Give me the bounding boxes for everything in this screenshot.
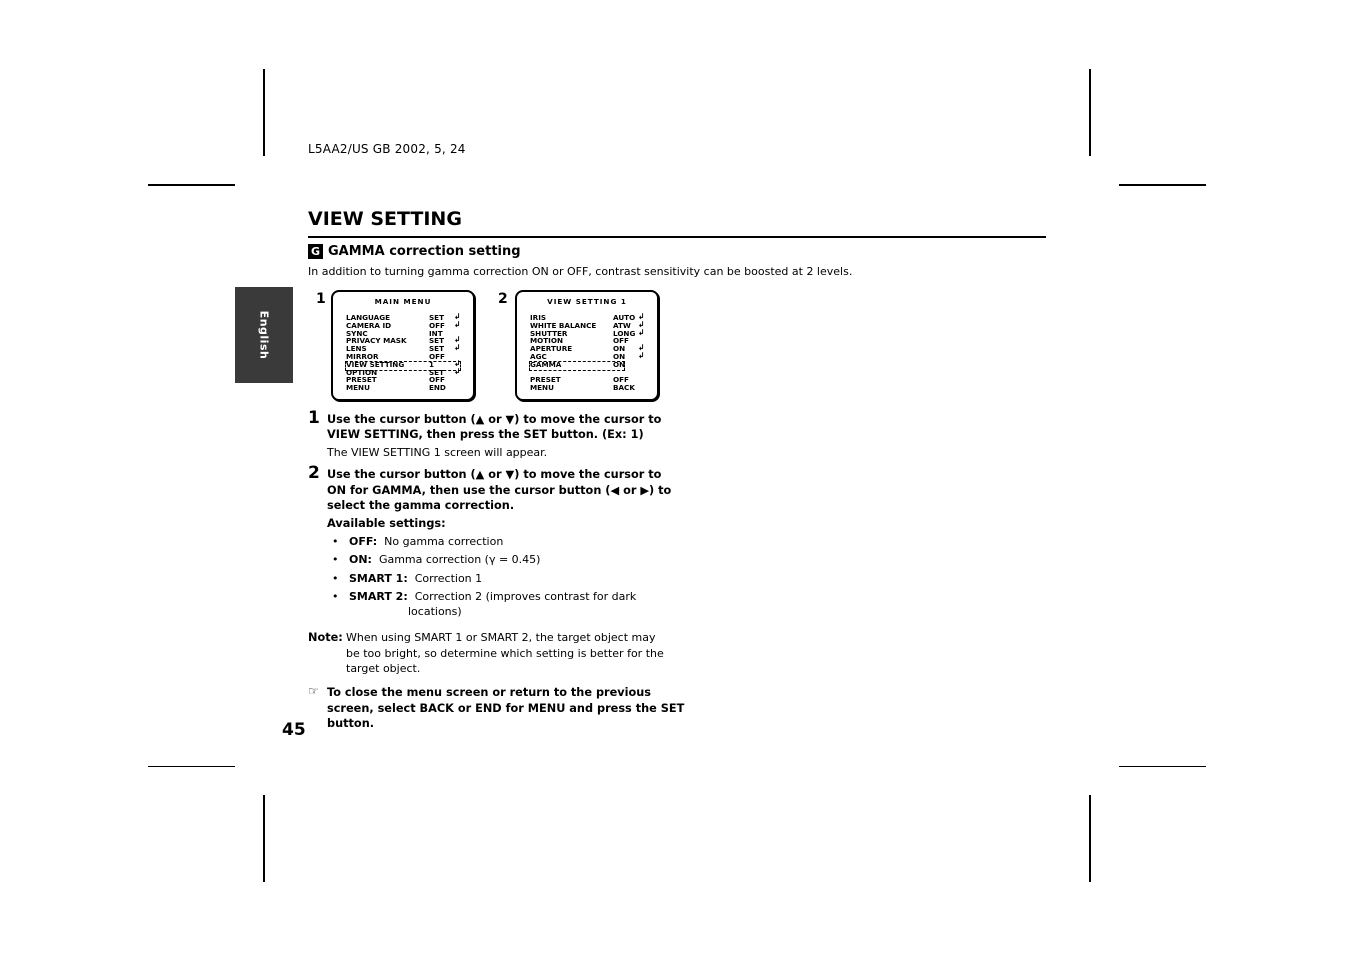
setting-name: ON: (348, 553, 372, 566)
step1-number: 1 (308, 408, 320, 428)
list-item: • ON: Gamma correction (γ = 0.45) (332, 553, 541, 566)
menu-row-label: MIRROR (346, 352, 379, 361)
tip-line2: screen, select BACK or END for MENU and press the SET (327, 702, 685, 715)
setting-name: OFF: (348, 535, 378, 548)
return-arrow-icon: ↲ (454, 319, 461, 329)
return-arrow-icon: ↲ (454, 335, 461, 345)
note-line2: be too bright, so determine which setting is better for the (346, 647, 664, 660)
menu-row-label: MENU (530, 383, 554, 393)
return-arrow-icon: ↲ (638, 327, 645, 337)
menu-row-label: MOTION (530, 336, 563, 346)
section-letter-badge: G (308, 244, 323, 259)
intro-text: In addition to turning gamma correction ON or OFF, contrast sensitivity can be boosted at 2 levels. (308, 265, 853, 278)
crop-mark-top-left-v (263, 69, 265, 156)
setting-desc: No gamma correction (384, 535, 504, 548)
pointing-hand-icon: ☞ (308, 684, 319, 698)
step2-line2: ON for GAMMA, then use the cursor button (◀ or ▶) to (327, 484, 672, 497)
menu-row-label: PRIVACY MASK (346, 336, 407, 346)
return-arrow-icon: ↲ (638, 343, 645, 353)
setting-desc: Gamma correction (γ = 0.45) (378, 553, 541, 566)
menu-row-label: AGC (530, 352, 547, 361)
menu-row-label: APERTURE (530, 344, 573, 354)
settings-list (332, 535, 662, 625)
menu-row-value: ON (613, 344, 626, 354)
menu-row-label: SYNC (346, 328, 368, 338)
list-item: • SMART 1: Correction 1 (332, 572, 483, 585)
menu-row-label: PRESET (346, 375, 377, 385)
menu-row-label: IRIS (530, 313, 547, 322)
menu-row-label: MENU (346, 383, 370, 393)
menu-row-label: GAMMA (530, 359, 562, 369)
menu-row-value: OFF (429, 320, 445, 330)
title-rule (308, 236, 1046, 238)
tip-line1: To close the menu screen or return to the previous (327, 686, 652, 699)
screen2-cursor-highlight (529, 361, 625, 371)
step1-line1: Use the cursor button (▲ or ▼) to move the cursor to (327, 413, 662, 426)
section-heading (308, 244, 521, 259)
menu-row-value: OFF (429, 375, 445, 385)
menu-row-value: END (429, 383, 446, 393)
setting-name: SMART 2: (348, 590, 408, 603)
note-line3: target object. (346, 662, 421, 675)
menu-row-value: SET (429, 344, 444, 354)
screen1-cursor-highlight (345, 358, 461, 371)
menu-row-value: BACK (613, 383, 635, 393)
menu-row-value: SET (429, 336, 444, 346)
step2-number: 2 (308, 463, 320, 483)
crop-mark-bottom-right-h (1119, 766, 1206, 767)
page-number: 45 (282, 720, 306, 740)
note-label: Note: (308, 631, 343, 644)
tip-line3: button. (327, 717, 375, 730)
menu-row-value: ON (613, 359, 626, 369)
crop-mark-top-right-h (1119, 184, 1206, 186)
return-arrow-icon: ↲ (638, 351, 645, 360)
screen1-number: 1 (316, 291, 326, 307)
crop-mark-top-left-h (148, 184, 235, 186)
menu-row-value: 1 (429, 359, 435, 369)
screen2-view-setting (515, 290, 659, 401)
note-line1: When using SMART 1 or SMART 2, the target object may (346, 631, 656, 644)
list-item: • SMART 2: Correction 2 (improves contrast for dark (332, 590, 637, 603)
step2-line1: Use the cursor button (▲ or ▼) to move the cursor to (327, 468, 662, 481)
language-tab-label: English (257, 310, 271, 360)
setting-desc: Correction 2 (improves contrast for dark (414, 590, 637, 603)
menu-row-value: LONG (613, 328, 636, 338)
menu-row-value: ON (613, 352, 626, 361)
menu-row-value: OFF (613, 375, 629, 385)
menu-row-label: CAMERA ID (346, 320, 392, 330)
return-arrow-icon: ↲ (454, 312, 461, 321)
menu-row-value: INT (429, 328, 443, 338)
menu-row-value: SET (429, 367, 444, 377)
menu-row-label: WHITE BALANCE (530, 320, 597, 330)
crop-mark-bottom-left-v (263, 795, 265, 882)
step1-line2: VIEW SETTING, then press the SET button. (Ex: 1) (327, 428, 644, 441)
menu-row-label: SHUTTER (530, 328, 568, 338)
return-arrow-icon: ↲ (638, 312, 645, 321)
screen1-title: MAIN MENU (374, 297, 432, 306)
crop-mark-bottom-right-v (1089, 795, 1091, 882)
return-arrow-icon: ↲ (454, 366, 461, 376)
doc-code: L5AA2/US GB 2002, 5, 24 (308, 142, 466, 156)
screen2-number: 2 (498, 291, 508, 307)
menu-row-value: ATW (613, 320, 631, 330)
step1-result: The VIEW SETTING 1 screen will appear. (327, 446, 548, 459)
menu-row-label: LANGUAGE (346, 313, 391, 322)
menu-row-value: OFF (613, 336, 629, 346)
step2-line3: select the gamma correction. (327, 499, 515, 512)
setting-name: SMART 1: (348, 572, 408, 585)
available-settings-label: Available settings: (327, 517, 446, 530)
return-arrow-icon: ↲ (454, 343, 461, 353)
page-title: VIEW SETTING (308, 208, 462, 230)
menu-row-value: OFF (429, 352, 445, 361)
list-item: • OFF: No gamma correction (332, 535, 504, 548)
screen2-title: VIEW SETTING 1 (547, 297, 627, 306)
menu-row-value: SET (429, 313, 444, 322)
return-arrow-icon: ↲ (454, 358, 461, 368)
menu-row-label: OPTION (346, 367, 378, 377)
return-arrow-icon: ↲ (638, 319, 645, 329)
crop-mark-top-right-v (1089, 69, 1091, 156)
menu-row-label: LENS (346, 344, 367, 354)
crop-mark-bottom-left-h (148, 766, 235, 767)
setting-desc-continued: locations) (408, 605, 462, 618)
setting-desc: Correction 1 (414, 572, 483, 585)
language-tab (235, 287, 293, 383)
screen1-main-menu (331, 290, 475, 401)
section-heading-text: GAMMA correction setting (328, 244, 521, 259)
menu-row-label: VIEW SETTING (346, 359, 405, 369)
menu-row-value: AUTO (613, 313, 636, 322)
menu-row-label: PRESET (530, 375, 561, 385)
